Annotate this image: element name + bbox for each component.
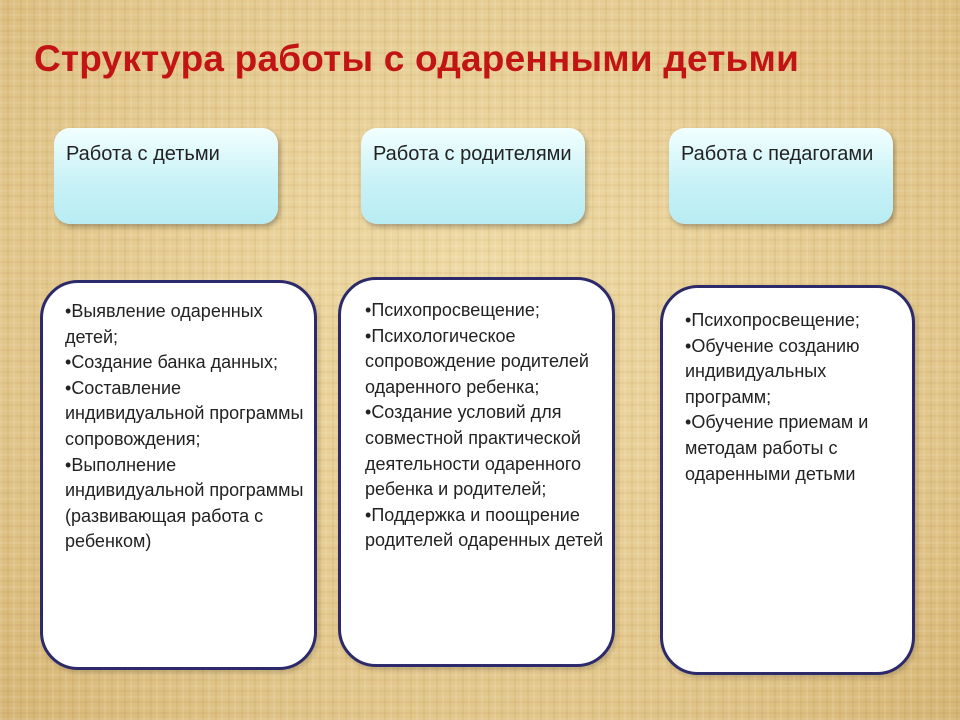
list-item: • Выполнение индивидуальной программы (развивающая работа с ребенком) <box>65 453 306 555</box>
children-details-box <box>40 280 317 670</box>
header-label: Работа с детьми <box>66 143 220 165</box>
list-item: • Создание банка данных; <box>65 350 306 376</box>
header-work-with-parents <box>361 128 585 224</box>
page-title: Структура работы с одаренными детьми <box>34 38 800 79</box>
list-item: • Психологическое сопровождение родителей одаренного ребенка; <box>365 324 604 401</box>
teachers-details-list <box>685 308 904 487</box>
list-item: • Создание условий для совместной практической деятельности одаренного ребенка и родителей; <box>365 400 604 502</box>
list-item: • Обучение созданию индивидуальных программ; <box>685 334 904 411</box>
children-details-list <box>65 299 306 555</box>
header-label: Работа с родителями <box>373 143 572 165</box>
list-item: • Поддержка и поощрение родителей одаренных детей <box>365 503 604 554</box>
header-work-with-teachers <box>669 128 893 224</box>
list-item: • Выявление одаренных детей; <box>65 299 306 350</box>
parents-details-list <box>365 298 604 554</box>
list-item: • Психопросвещение; <box>685 308 904 334</box>
header-label: Работа с педагогами <box>681 143 874 165</box>
list-item: • Обучение приемам и методам работы с одаренными детьми <box>685 410 904 487</box>
parents-details-box <box>338 277 615 667</box>
header-work-with-children <box>54 128 278 224</box>
list-item: • Психопросвещение; <box>365 298 604 324</box>
teachers-details-box <box>660 285 915 675</box>
list-item: • Составление индивидуальной программы сопровождения; <box>65 376 306 453</box>
